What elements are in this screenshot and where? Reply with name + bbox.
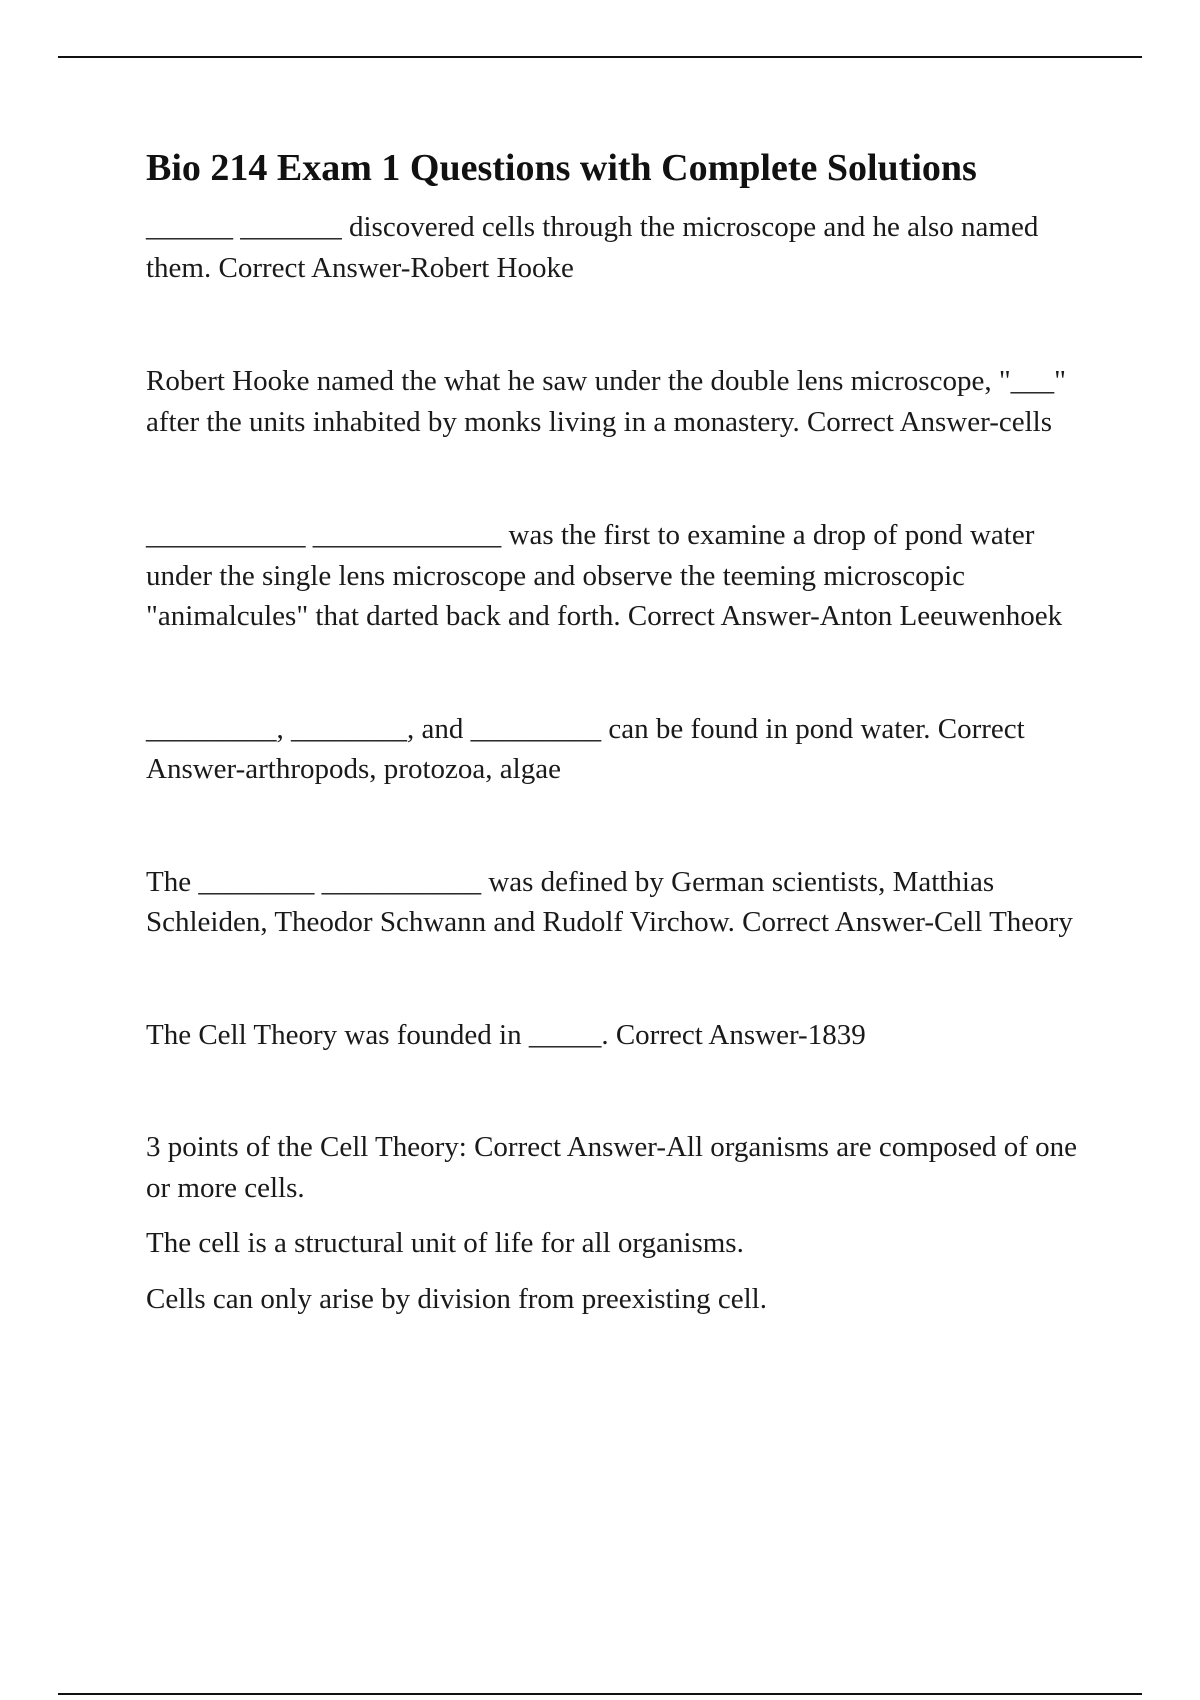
question-answer-3: ___________ _____________ was the first to examine a drop of pond water under the single lens microscope and observe the teeming microscopic "animalcules" that darted back and forth. Correct Answer-Anton Leeuwenhoek — [146, 519, 1063, 632]
question-answer-5: The ________ ___________ was defined by German scientists, Matthias Schleiden, Theodor Schwann and Rudolf Virchow. Correct Answer-Cell Theory — [146, 865, 1073, 938]
footer-rule — [58, 1693, 1142, 1695]
question-answer-6: The Cell Theory was founded in _____. Correct Answer-1839 — [146, 1018, 866, 1051]
question-answer-2: Robert Hooke named the what he saw under the double lens microscope, "___" after the units inhabited by monks living in a monastery. Correct Answer-cells — [146, 365, 1067, 438]
question-answer-7: 3 points of the Cell Theory: Correct Answer-All organisms are composed of one or more cells. — [146, 1131, 1077, 1204]
question-answer-4: _________, ________, and _________ can be found in pond water. Correct Answer-arthropods, protozoa, algae — [146, 712, 1025, 785]
document-title: Bio 214 Exam 1 Questions with Complete Solutions — [146, 147, 977, 189]
answer-continuation-line: The cell is a structural unit of life for all organisms. — [146, 1227, 744, 1259]
question-answer-1: ______ _______ discovered cells through the microscope and he also named them. Correct Answer-Robert Hooke — [146, 211, 1039, 284]
header-rule — [58, 56, 1142, 58]
document-body — [146, 145, 1096, 1319]
answer-continuation-line: Cells can only arise by division from preexisting cell. — [146, 1282, 767, 1315]
